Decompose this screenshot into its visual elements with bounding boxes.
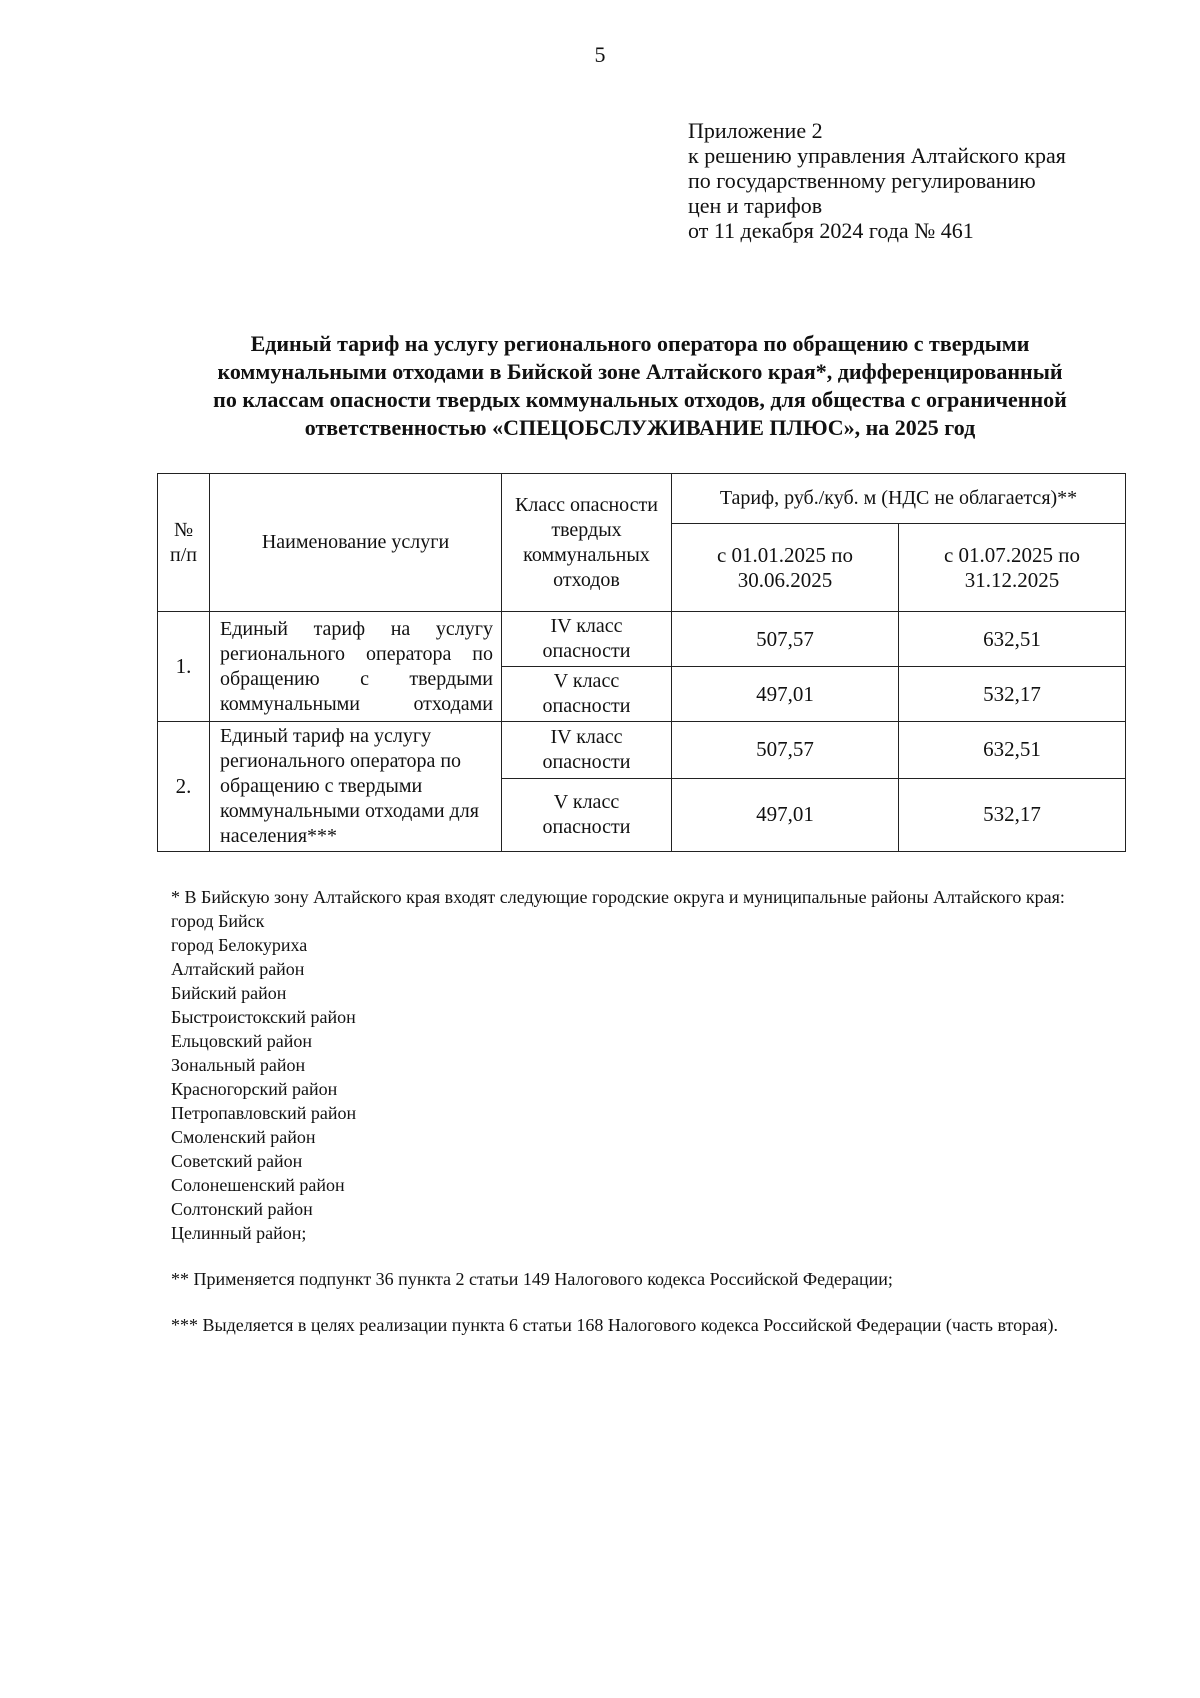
header-period-2: с 01.07.2025 по 31.12.2025 [899,524,1126,612]
appendix-line: Приложение 2 [688,118,823,143]
header-tariff: Тариф, руб./куб. м (НДС не облагается)** [672,474,1126,524]
header-hazard-class: Класс опасности твердых коммунальных отходов [502,474,672,612]
district-item: Алтайский район [171,959,305,979]
title-line: Единый тариф на услугу регионального оператора по обращению с твердыми [250,331,1030,356]
row-num: 2. [158,722,210,852]
appendix-block [688,118,1158,243]
district-item: Петропавловский район [171,1103,357,1123]
appendix-line: к решению управления Алтайского края [688,143,1066,168]
district-item: Солонешенский район [171,1175,345,1195]
table-row [158,722,1126,779]
row-value-period-2: 632,51 [899,612,1126,667]
footnote-population: *** Выделяется в целях реализации пункта 6 статьи 168 Налогового кодекса Российской Федерации (часть вторая). [171,1315,1058,1335]
district-item: город Бийск [171,911,265,931]
row-value-period-1: 507,57 [672,722,899,779]
tariff-table [157,473,1126,852]
district-item: Бийский район [171,983,287,1003]
district-item: Красногорский район [171,1079,338,1099]
header-service: Наименование услуги [210,474,502,612]
district-item: Смоленский район [171,1127,316,1147]
footnotes [171,885,1116,1337]
header-num: № п/п [158,474,210,612]
footnote-vat: ** Применяется подпункт 36 пункта 2 статьи 149 Налогового кодекса Российской Федерации; [171,1269,893,1289]
row-hazard-class: IV класс опасности [502,612,672,667]
district-item: Солтонский район [171,1199,313,1219]
table-row [158,612,1126,667]
document-title [150,330,1130,442]
row-value-period-1: 497,01 [672,667,899,722]
row-num: 1. [158,612,210,722]
row-hazard-class: V класс опасности [502,778,672,851]
title-line: коммунальными отходами в Бийской зоне Алтайского края*, дифференцированный [217,359,1063,384]
title-line: по классам опасности твердых коммунальных отходов, для общества с ограниченной [213,387,1067,412]
footnote-zone-intro: * В Бийскую зону Алтайского края входят следующие городские округа и муниципальные районы Алтайского края: [171,887,1065,907]
row-value-period-2: 532,17 [899,667,1126,722]
district-item: Целинный район; [171,1223,307,1243]
header-period-1: с 01.01.2025 по 30.06.2025 [672,524,899,612]
row-hazard-class: IV класс опасности [502,722,672,779]
row-service: Единый тариф на услугу регионального оператора по обращению с твердыми коммунальными отходами [210,612,502,722]
row-hazard-class: V класс опасности [502,667,672,722]
appendix-line: от 11 декабря 2024 года № 461 [688,218,974,243]
appendix-line: по государственному регулированию [688,168,1036,193]
district-item: Советский район [171,1151,303,1171]
row-value-period-2: 532,17 [899,778,1126,851]
district-list [171,909,1116,1245]
row-value-period-2: 632,51 [899,722,1126,779]
title-line: ответственностью «СПЕЦОБСЛУЖИВАНИЕ ПЛЮС», на 2025 год [304,415,976,440]
page-number: 5 [594,42,606,67]
district-item: Быстроистокский район [171,1007,356,1027]
district-item: город Белокуриха [171,935,308,955]
row-service: Единый тариф на услугу регионального оператора по обращению с твердыми коммунальными отходами для населения*** [210,722,502,852]
appendix-line: цен и тарифов [688,193,823,218]
district-item: Ельцовский район [171,1031,312,1051]
row-value-period-1: 507,57 [672,612,899,667]
district-item: Зональный район [171,1055,306,1075]
row-value-period-1: 497,01 [672,778,899,851]
